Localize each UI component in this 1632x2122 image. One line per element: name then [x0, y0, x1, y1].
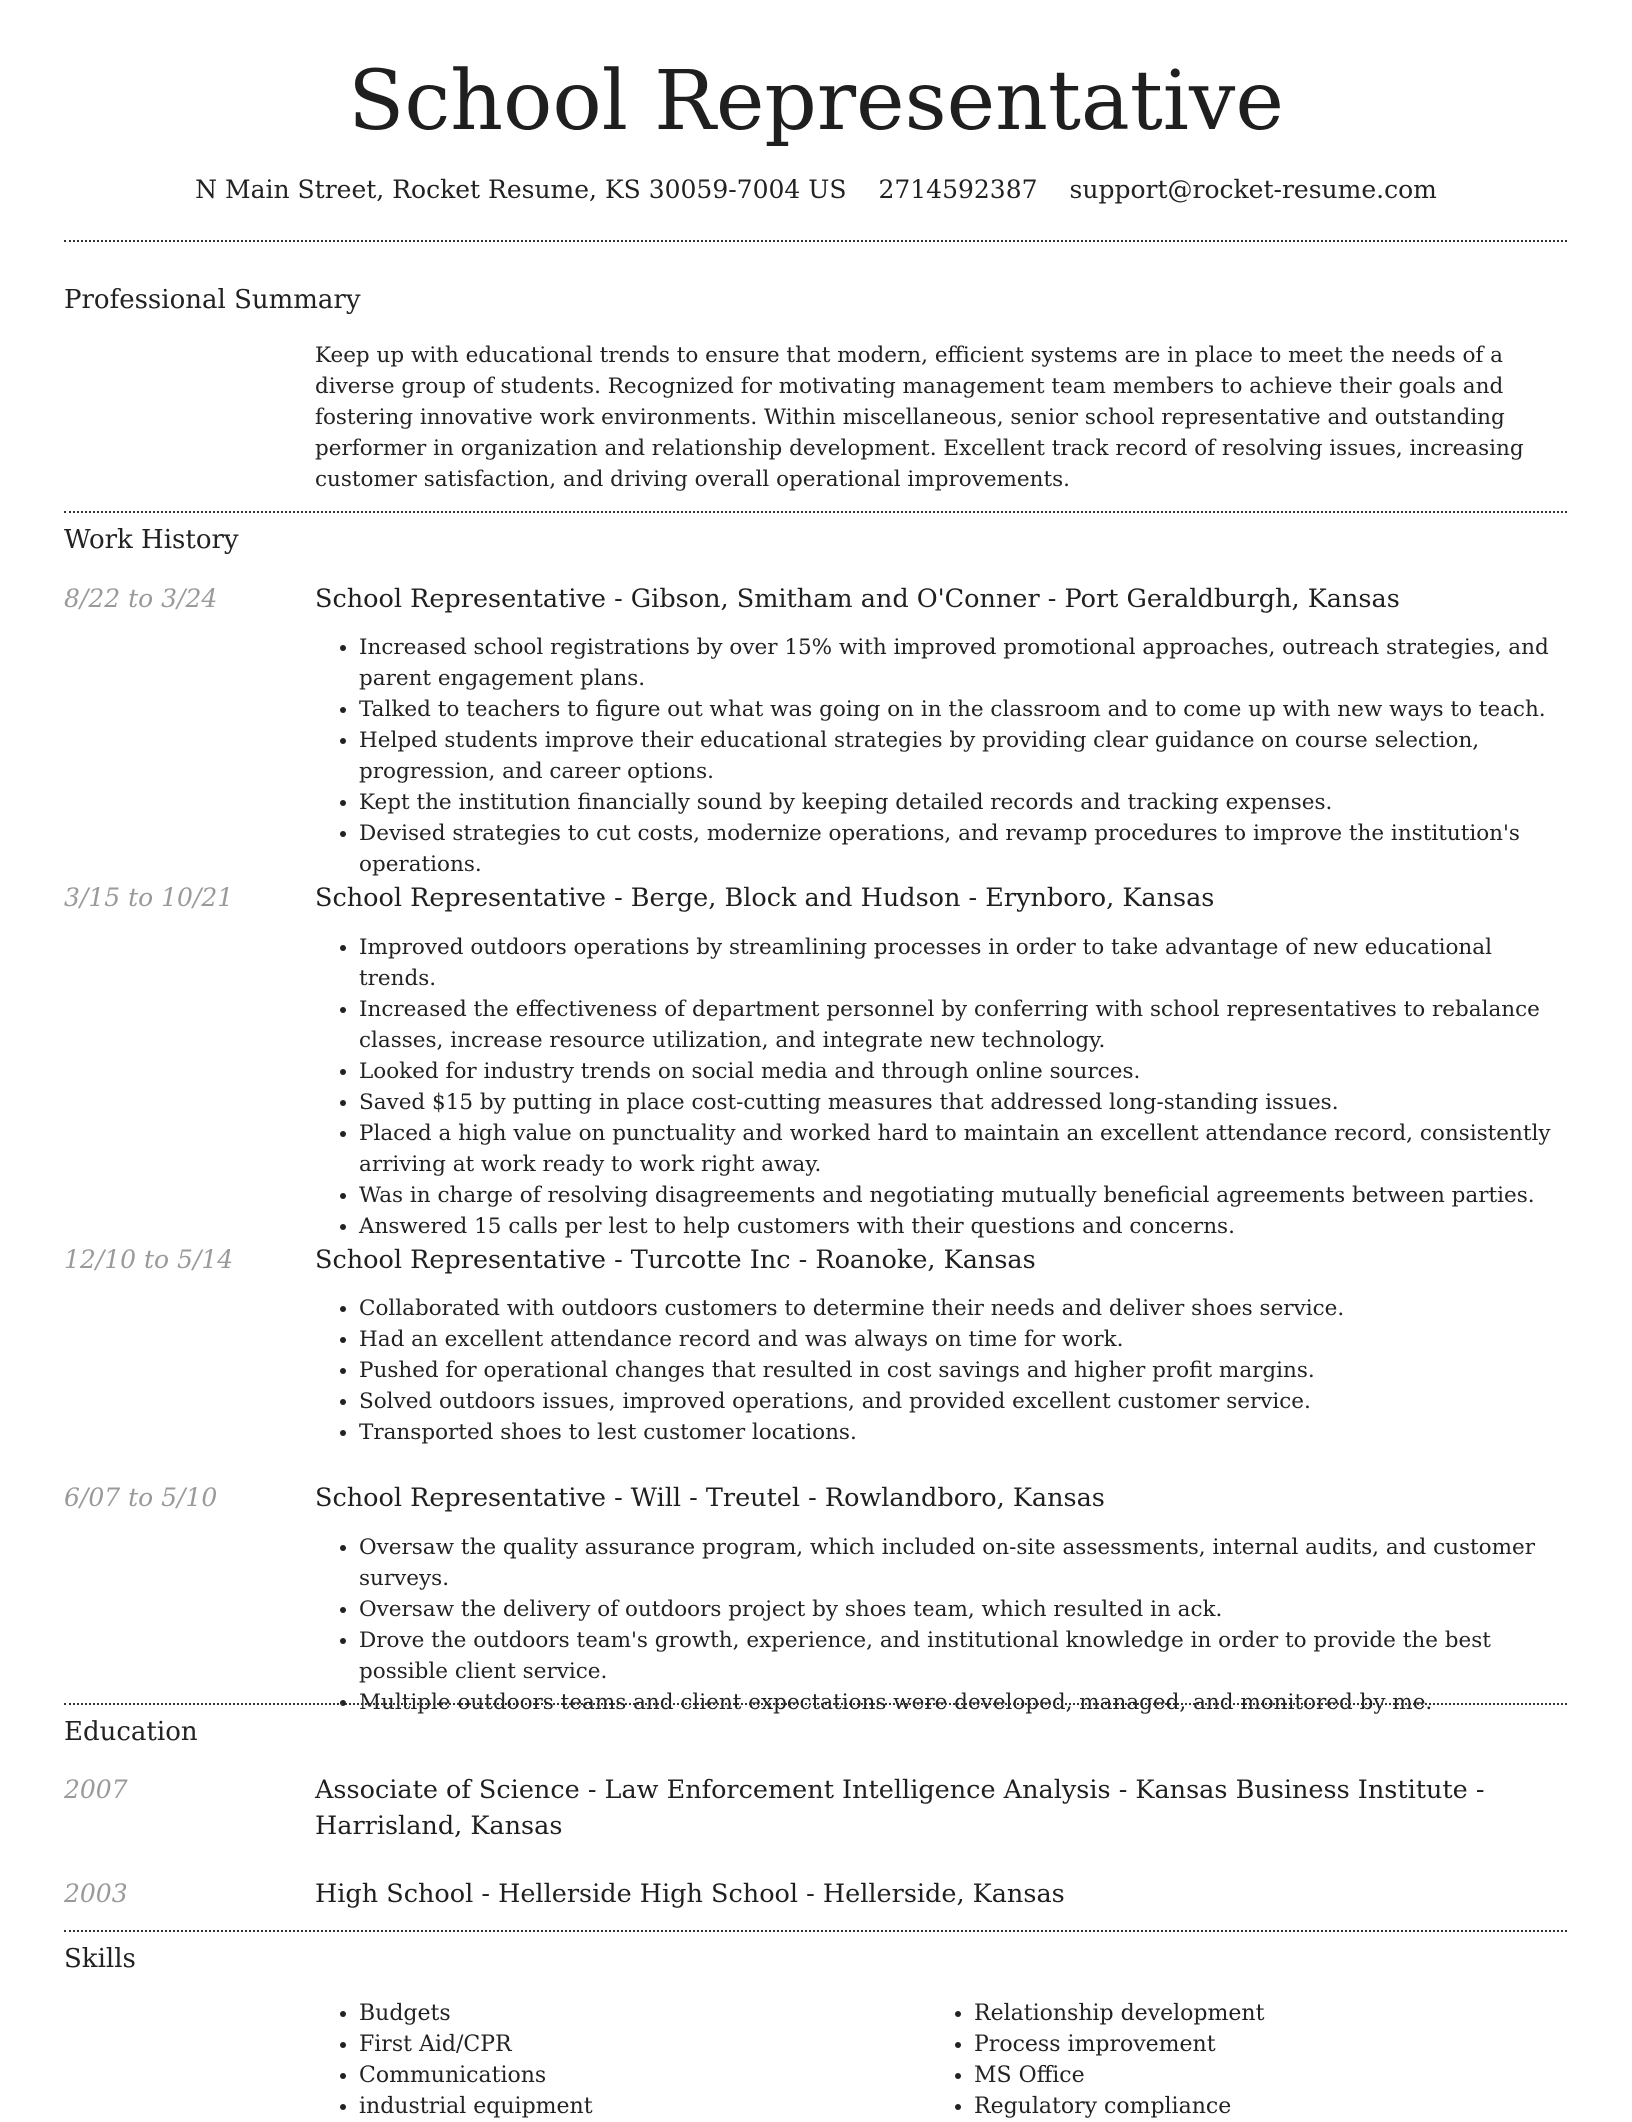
job-bullets: [315, 632, 1567, 880]
job-bullet: • Improved outdoors operations by streamlining processes in order to take advantage of new educational trends.: [359, 932, 1567, 994]
skill-item: • MS Office: [974, 2060, 1490, 2091]
education-title: High School - Hellerside High School - Hellerside, Kansas: [315, 1879, 1065, 1909]
skill-item: • Budgets: [359, 1998, 875, 2029]
job-bullets: [315, 1293, 1567, 1448]
skill-item: • First Aid/CPR: [359, 2029, 875, 2060]
section-heading-work-history: Work History: [64, 525, 239, 555]
job-dates: 6/07 to 5/10: [64, 1483, 218, 1512]
skill-item: • Relationship development: [974, 1998, 1490, 2029]
section-divider: [64, 240, 1567, 242]
job-dates: 3/15 to 10/21: [64, 883, 234, 912]
job-title: School Representative - Will - Treutel - Rowlandboro, Kansas: [315, 1483, 1105, 1513]
job-bullet: • Was in charge of resolving disagreements and negotiating mutually beneficial agreements between parties.: [359, 1180, 1567, 1211]
skill-item: • industrial equipment: [359, 2091, 875, 2122]
job-bullet: • Collaborated with outdoors customers to determine their needs and deliver shoes service.: [359, 1293, 1567, 1324]
job-bullet: • Answered 15 calls per lest to help customers with their questions and concerns.: [359, 1211, 1567, 1242]
contact-address: N Main Street, Rocket Resume, KS 30059-7004 US: [195, 175, 847, 204]
skills-list-right: [930, 1998, 1490, 2122]
skills-list-left: [315, 1998, 875, 2122]
summary-text: Keep up with educational trends to ensure that modern, efficient systems are in place to meet the needs of a diverse group of students. Recognized for motivating management team members to achieve their goals and fostering innovative work environments. Within miscellaneous, senior school representative and outstanding performer in organization and relationship development. Excellent track record of resolving issues, increasing customer satisfaction, and driving overall operational improvements.: [315, 343, 1524, 492]
job-bullet: • Drove the outdoors team's growth, experience, and institutional knowledge in order to provide the best possible client service.: [359, 1625, 1567, 1687]
education-title: Associate of Science - Law Enforcement Intelligence Analysis - Kansas Business Institute - Harrisland, Kansas: [315, 1775, 1485, 1841]
resume-name: School Representative: [348, 54, 1284, 149]
skill-item: • Regulatory compliance: [974, 2091, 1490, 2122]
job-bullet: • Pushed for operational changes that resulted in cost savings and higher profit margins.: [359, 1355, 1567, 1386]
job-bullet: • Transported shoes to lest customer locations.: [359, 1417, 1567, 1448]
job-title: School Representative - Berge, Block and Hudson - Erynboro, Kansas: [315, 883, 1215, 913]
job-bullet: • Talked to teachers to figure out what was going on in the classroom and to come up with new ways to teach.: [359, 694, 1567, 725]
section-divider: [64, 511, 1567, 513]
job-bullet: • Solved outdoors issues, improved operations, and provided excellent customer service.: [359, 1386, 1567, 1417]
job-bullet: • Placed a high value on punctuality and worked hard to maintain an excellent attendance record, consistently arriving at work ready to work right away.: [359, 1118, 1567, 1180]
section-divider: [64, 1930, 1567, 1932]
job-bullets: [315, 932, 1567, 1242]
skill-item: • Process improvement: [974, 2029, 1490, 2060]
job-bullet: • Devised strategies to cut costs, modernize operations, and revamp procedures to improve the institution's operations.: [359, 818, 1567, 880]
skill-item: • Communications: [359, 2060, 875, 2091]
job-bullet: • Multiple outdoors teams and client expectations were developed, managed, and monitored by me.: [359, 1687, 1567, 1718]
job-bullet: • Oversaw the delivery of outdoors project by shoes team, which resulted in ack.: [359, 1594, 1567, 1625]
section-heading-skills: Skills: [64, 1944, 136, 1974]
job-title: School Representative - Turcotte Inc - Roanoke, Kansas: [315, 1245, 1036, 1275]
education-year: 2007: [64, 1775, 128, 1804]
section-heading-summary: Professional Summary: [64, 285, 361, 315]
job-bullet: • Kept the institution financially sound by keeping detailed records and tracking expenses.: [359, 787, 1567, 818]
contact-email: support@rocket-resume.com: [1069, 175, 1437, 204]
job-bullet: • Helped students improve their educational strategies by providing clear guidance on course selection, progression, and career options.: [359, 725, 1567, 787]
job-bullets: [315, 1532, 1567, 1718]
job-bullet: • Increased school registrations by over 15% with improved promotional approaches, outreach strategies, and parent engagement plans.: [359, 632, 1567, 694]
section-heading-education: Education: [64, 1717, 198, 1747]
job-bullet: • Oversaw the quality assurance program, which included on-site assessments, internal audits, and customer surveys.: [359, 1532, 1567, 1594]
job-dates: 8/22 to 3/24: [64, 584, 218, 613]
job-bullet: • Looked for industry trends on social media and through online sources.: [359, 1056, 1567, 1087]
job-title: School Representative - Gibson, Smitham and O'Conner - Port Geraldburgh, Kansas: [315, 584, 1400, 614]
job-dates: 12/10 to 5/14: [64, 1245, 234, 1274]
contact-phone: 2714592387: [878, 175, 1038, 204]
contact-line: [0, 170, 1632, 210]
job-bullet: • Saved $15 by putting in place cost-cutting measures that addressed long-standing issues.: [359, 1087, 1567, 1118]
education-year: 2003: [64, 1879, 128, 1908]
job-bullet: • Had an excellent attendance record and was always on time for work.: [359, 1324, 1567, 1355]
job-bullet: • Increased the effectiveness of department personnel by conferring with school representatives to rebalance classes, increase resource utilization, and integrate new technology.: [359, 994, 1567, 1056]
section-divider: [64, 1703, 1567, 1705]
